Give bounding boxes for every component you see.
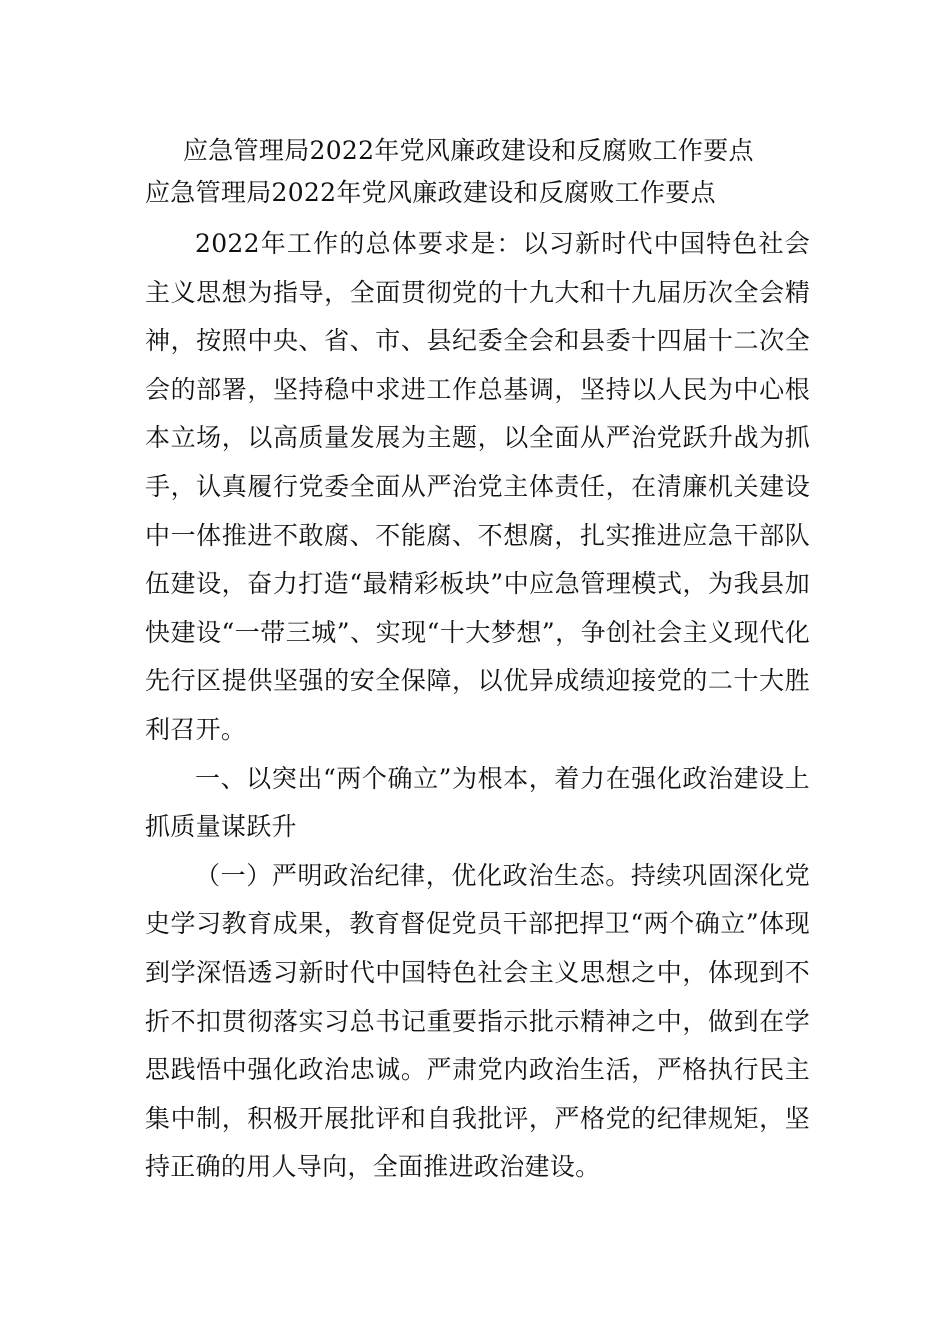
- document-title-repeat: 应急管理局2022年党风廉政建设和反腐败工作要点: [145, 178, 716, 207]
- section-heading-1: 一、以突出“两个确立”为根本，着力在强化政治建设上抓质量谋跃升: [145, 763, 810, 842]
- document-title: 应急管理局2022年党风廉政建设和反腐败工作要点: [183, 136, 754, 165]
- paragraph-political-discipline: （一）严明政治纪律，优化政治生态。持续巩固深化党史学习教育成果，教育督促党员干部把捍卫“两个确立”体现到学深悟透习新时代中国特色社会主义思想之中，体现到不折不扣贯彻落实习总书记重要指示批示精神之中，做到在学思践悟中强化政治忠诚。严肃党内政治生活，严格执行民主集中制，积极开展批评和自我批评，严格党的纪律规矩，坚持正确的用人导向，全面推进政治建设。: [145, 860, 810, 1182]
- document-page: [145, 130, 810, 1192]
- paragraph-general-requirements: 2022年工作的总体要求是：以习新时代中国特色社会主义思想为指导，全面贯彻党的十九大和十九届历次全会精神，按照中央、省、市、县纪委全会和县委十四届十二次全会的部署，坚持稳中求进工作总基调，坚持以人民为中心根本立场，以高质量发展为主题，以全面从严治党跃升战为抓手，认真履行党委全面从严治党主体责任，在清廉机关建设中一体推进不敢腐、不能腐、不想腐，扎实推进应急干部队伍建设，奋力打造“最精彩板块”中应急管理模式，为我县加快建设“一带三城”、实现“十大梦想”，争创社会主义现代化先行区提供坚强的安全保障，以优异成绩迎接党的二十大胜利召开。: [145, 229, 810, 744]
